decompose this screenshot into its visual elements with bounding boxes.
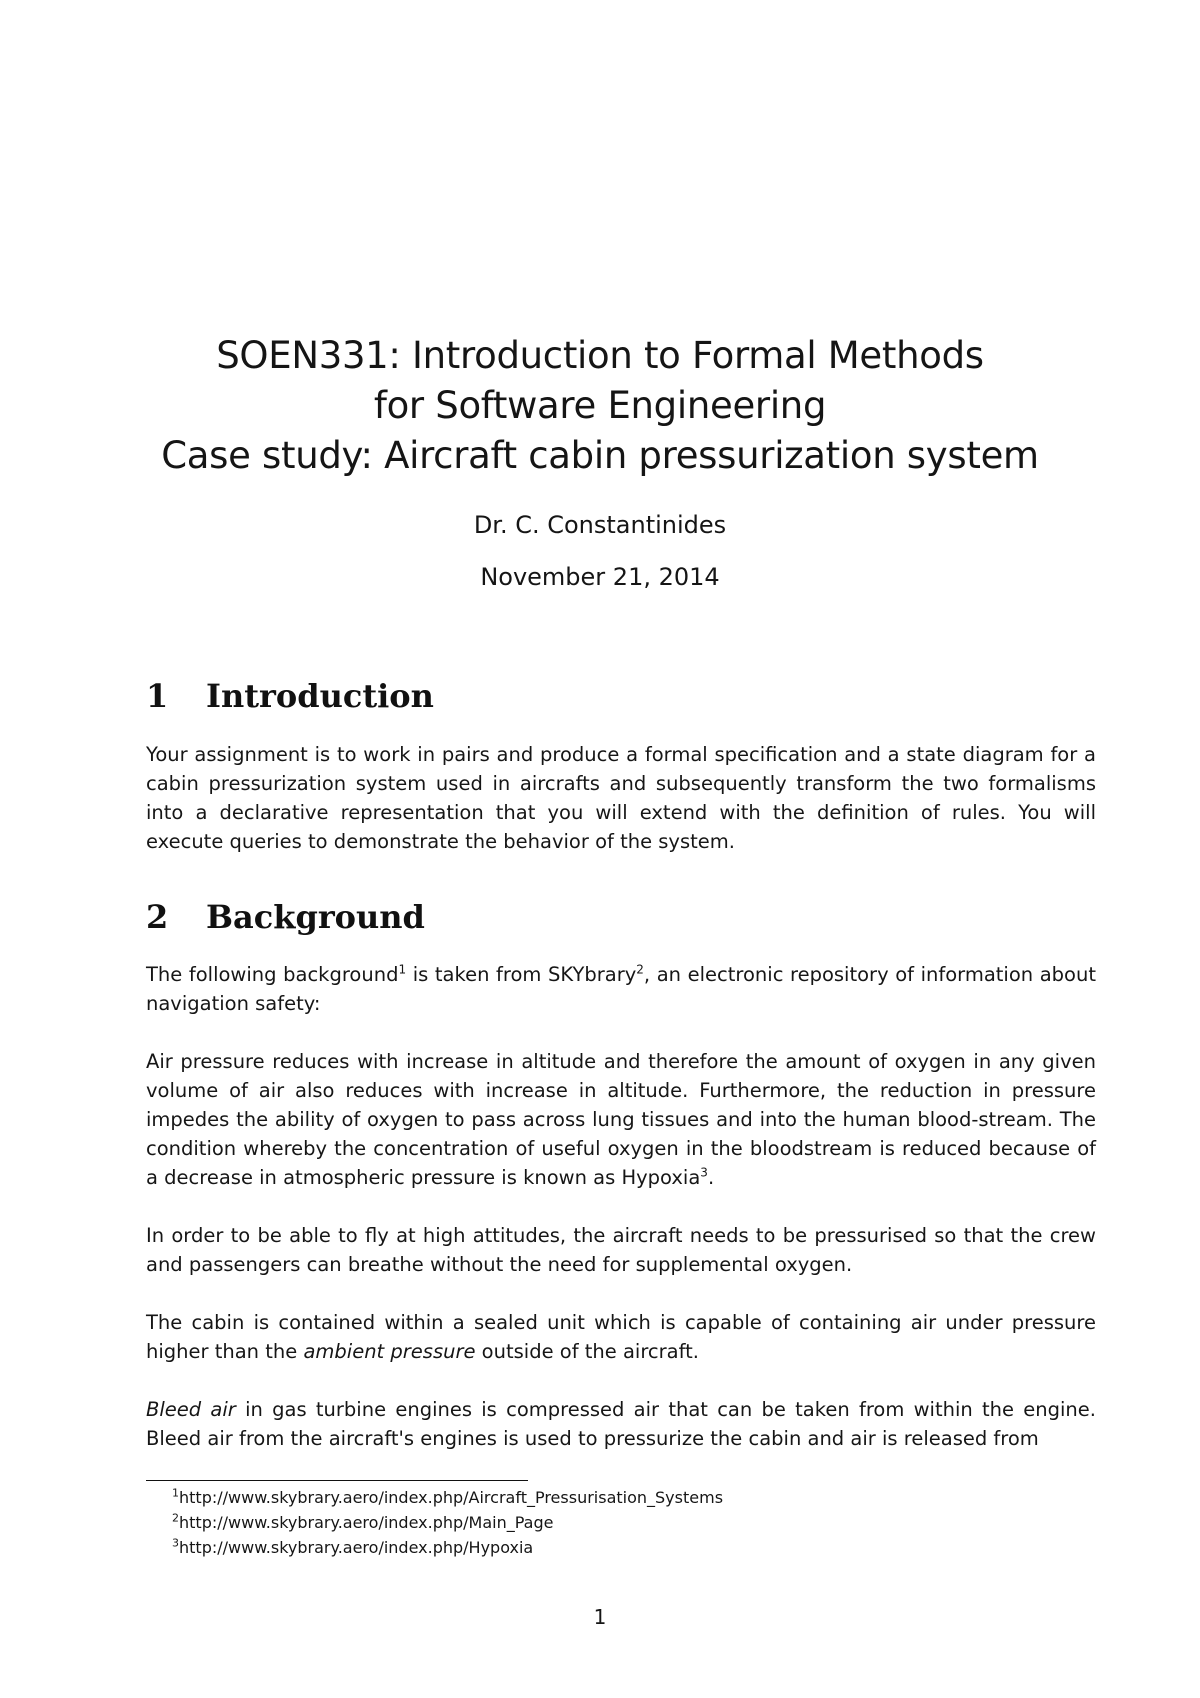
emphasis: ambient pressure — [303, 1340, 476, 1363]
text-run: outside of the aircraft. — [475, 1340, 699, 1363]
page-number: 1 — [593, 1605, 607, 1629]
introduction-paragraph: Your assignment is to work in pairs and produce a formal specification and a state diagram for a cabin pressurization system used in aircrafts and subsequently transform the two formalisms into a declarative representation that you will extend with the definition of rules. You will execute queries to demonstrate the behavior of the system. — [146, 743, 1096, 853]
text-run: Air pressure reduces with increase in altitude and therefore the amount of oxygen in any given volume of air also reduces with increase in altitude. Furthermore, the reduction in pressure impedes the ability of oxygen to pass across lung tissues and into the human blood-stream. The condition whereby the concentration of useful oxygen in the bloodstream is reduced because of a decrease in atmospheric pressure is known as Hypoxia — [146, 1050, 1096, 1189]
text-run: , an electronic repository of information about navigation safety: — [146, 963, 1096, 1015]
text-run: is taken from SKYbrary — [406, 963, 637, 986]
text-run: The cabin is contained within a sealed unit which is capable of containing air under pressure higher than the — [146, 1311, 1096, 1363]
footnotes — [172, 1485, 972, 1560]
footnote-link[interactable]: http://www.skybrary.aero/index.php/Hypoxia — [179, 1538, 534, 1557]
section-number: 2 — [146, 898, 169, 936]
footnote-mark: 1 — [172, 1486, 179, 1500]
footnote-3 — [172, 1535, 972, 1560]
section-title: Introduction — [206, 677, 434, 715]
footnote-mark: 3 — [172, 1536, 179, 1550]
footnote-link[interactable]: http://www.skybrary.aero/index.php/Main_Page — [179, 1513, 554, 1532]
title-line-2: for Software Engineering — [373, 384, 827, 427]
footnote-link[interactable]: http://www.skybrary.aero/index.php/Aircraft_Pressurisation_Systems — [179, 1488, 724, 1507]
footnote-ref-2: 2 — [636, 962, 644, 977]
footnote-rule — [146, 1480, 528, 1481]
section-heading-background — [146, 897, 425, 937]
date: November 21, 2014 — [480, 563, 720, 591]
title-line-3: Case study: Aircraft cabin pressurization system — [161, 434, 1039, 477]
footnote-2 — [172, 1510, 972, 1535]
footnote-1 — [172, 1485, 972, 1510]
section-heading-introduction — [146, 676, 434, 716]
author: Dr. C. Constantinides — [473, 511, 727, 539]
text-run: . — [707, 1166, 715, 1189]
text-run: in gas turbine engines is compressed air that can be taken from within the engine. Bleed air from the aircraft's engines is used to pressurize the cabin and air is released from — [146, 1398, 1096, 1450]
high-altitude-paragraph: In order to be able to fly at high attitudes, the aircraft needs to be pressurised so that the crew and passengers can breathe without the need for supplemental oxygen. — [146, 1224, 1096, 1276]
background-intro-paragraph — [146, 960, 1096, 1018]
footnote-ref-3: 3 — [700, 1165, 708, 1180]
title-block — [0, 331, 1200, 593]
air-pressure-paragraph — [146, 1047, 1096, 1192]
footnote-ref-1: 1 — [398, 962, 407, 977]
emphasis: Bleed air — [146, 1398, 236, 1421]
text-run: The following background — [146, 963, 399, 986]
title-line-1: SOEN331: Introduction to Formal Methods — [216, 334, 984, 377]
cabin-paragraph — [146, 1308, 1096, 1366]
section-title: Background — [206, 898, 425, 936]
section-number: 1 — [146, 677, 169, 715]
bleed-air-paragraph — [146, 1395, 1096, 1453]
footnote-mark: 2 — [172, 1511, 179, 1525]
